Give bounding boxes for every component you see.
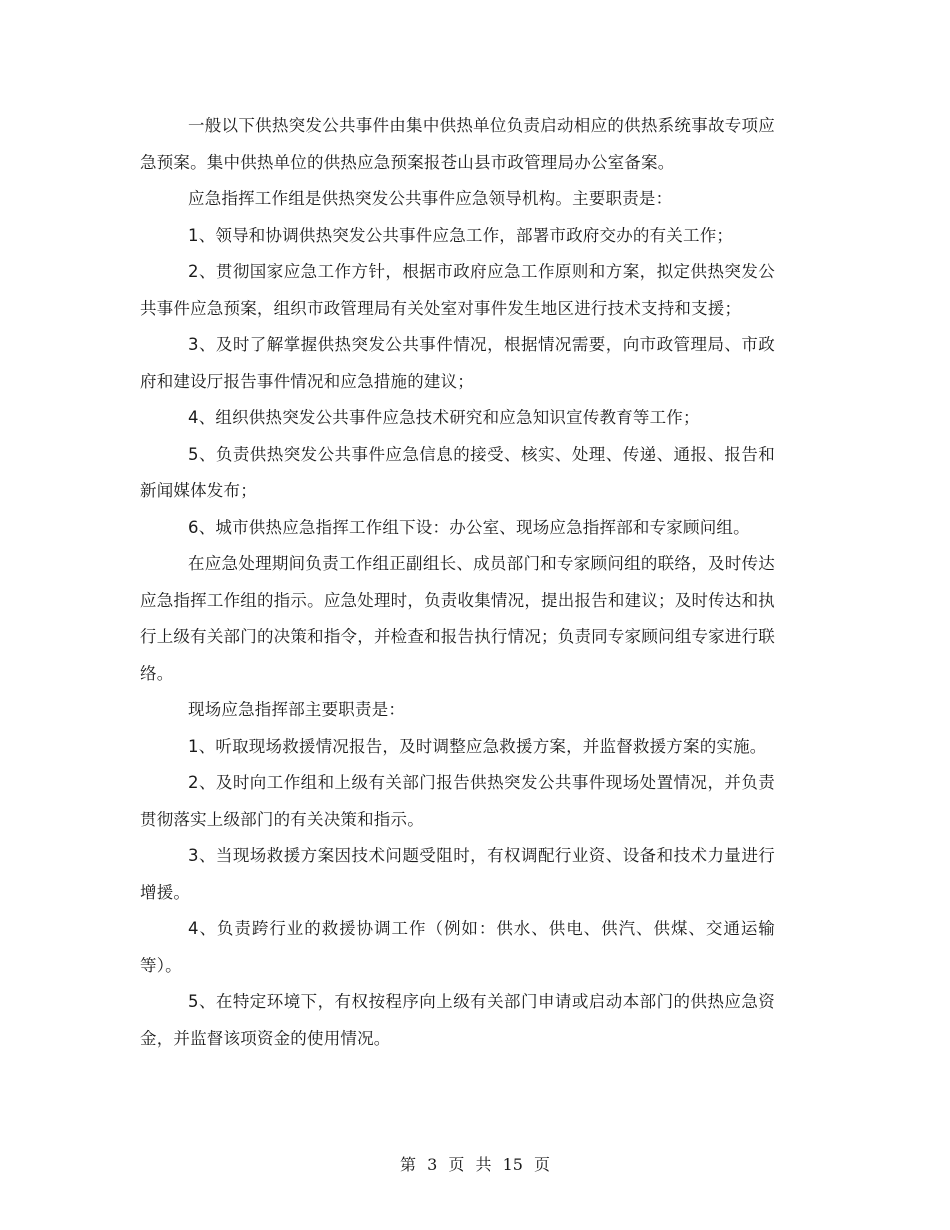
paragraph-2: 应急指挥工作组是供热突发公共事件应急领导机构。主要职责是：: [188, 189, 673, 208]
document-body: [140, 108, 775, 1057]
paragraph-8: 6、城市供热应急指挥工作组下设：办公室、现场应急指挥部和专家顾问组。: [188, 517, 750, 537]
paragraph-15: 5、在特定环境下，有权按程序向上级有关部门申请或启动本部门的供热应急资金，并监督该项资金的使用情况。: [140, 992, 775, 1048]
paragraph-9: 在应急处理期间负责工作组正副组长、成员部门和专家顾问组的联络，及时传达应急指挥工作组的指示。应急处理时，负责收集情况，提出报告和建议；及时传达和执行上级有关部门的决策和指令，并检查和报告执行情况；负责同专家顾问组专家进行联络。: [140, 554, 775, 683]
paragraph-13: 3、当现场救援方案因技术问题受阻时，有权调配行业资、设备和技术力量进行增援。: [140, 846, 775, 902]
page-footer: [0, 1152, 950, 1175]
paragraph-7: 5、负责供热突发公共事件应急信息的接受、核实、处理、传递、通报、报告和新闻媒体发布；: [140, 444, 775, 500]
footer-total-word: 共: [475, 1155, 492, 1174]
paragraph-4: 2、贯彻国家应急工作方针，根据市政府应急工作原则和方案，拟定供热突发公共事件应急预案，组织市政管理局有关处室对事件发生地区进行技术支持和支援；: [140, 262, 775, 318]
total-page-count: 15: [502, 1155, 523, 1174]
paragraph-12: 2、及时向工作组和上级有关部门报告供热突发公共事件现场处置情况，并负责贯彻落实上级部门的有关决策和指示。: [140, 773, 775, 829]
footer-prefix: 第: [399, 1155, 416, 1174]
paragraph-1: 一般以下供热突发公共事件由集中供热单位负责启动相应的供热系统事故专项应急预案。集中供热单位的供热应急预案报苍山县市政管理局办公室备案。: [140, 116, 775, 172]
paragraph-5: 3、及时了解掌握供热突发公共事件情况，根据情况需要，向市政管理局、市政府和建设厅报告事件情况和应急措施的建议；: [140, 335, 775, 391]
paragraph-3: 1、领导和协调供热突发公共事件应急工作，部署市政府交办的有关工作；: [188, 225, 734, 245]
paragraph-10: 现场应急指挥部主要职责是：: [188, 700, 406, 719]
paragraph-14: 4、负责跨行业的救援协调工作（例如：供水、供电、供汽、供煤、交通运输等）。: [140, 919, 775, 975]
paragraph-11: 1、听取现场救援情况报告，及时调整应急救援方案，并监督救援方案的实施。: [188, 736, 767, 756]
footer-suffix: 页: [534, 1155, 551, 1174]
footer-page-word: 页: [448, 1155, 465, 1174]
paragraph-6: 4、组织供热突发公共事件应急技术研究和应急知识宣传教育等工作；: [188, 408, 700, 427]
current-page-number: 3: [427, 1155, 438, 1174]
